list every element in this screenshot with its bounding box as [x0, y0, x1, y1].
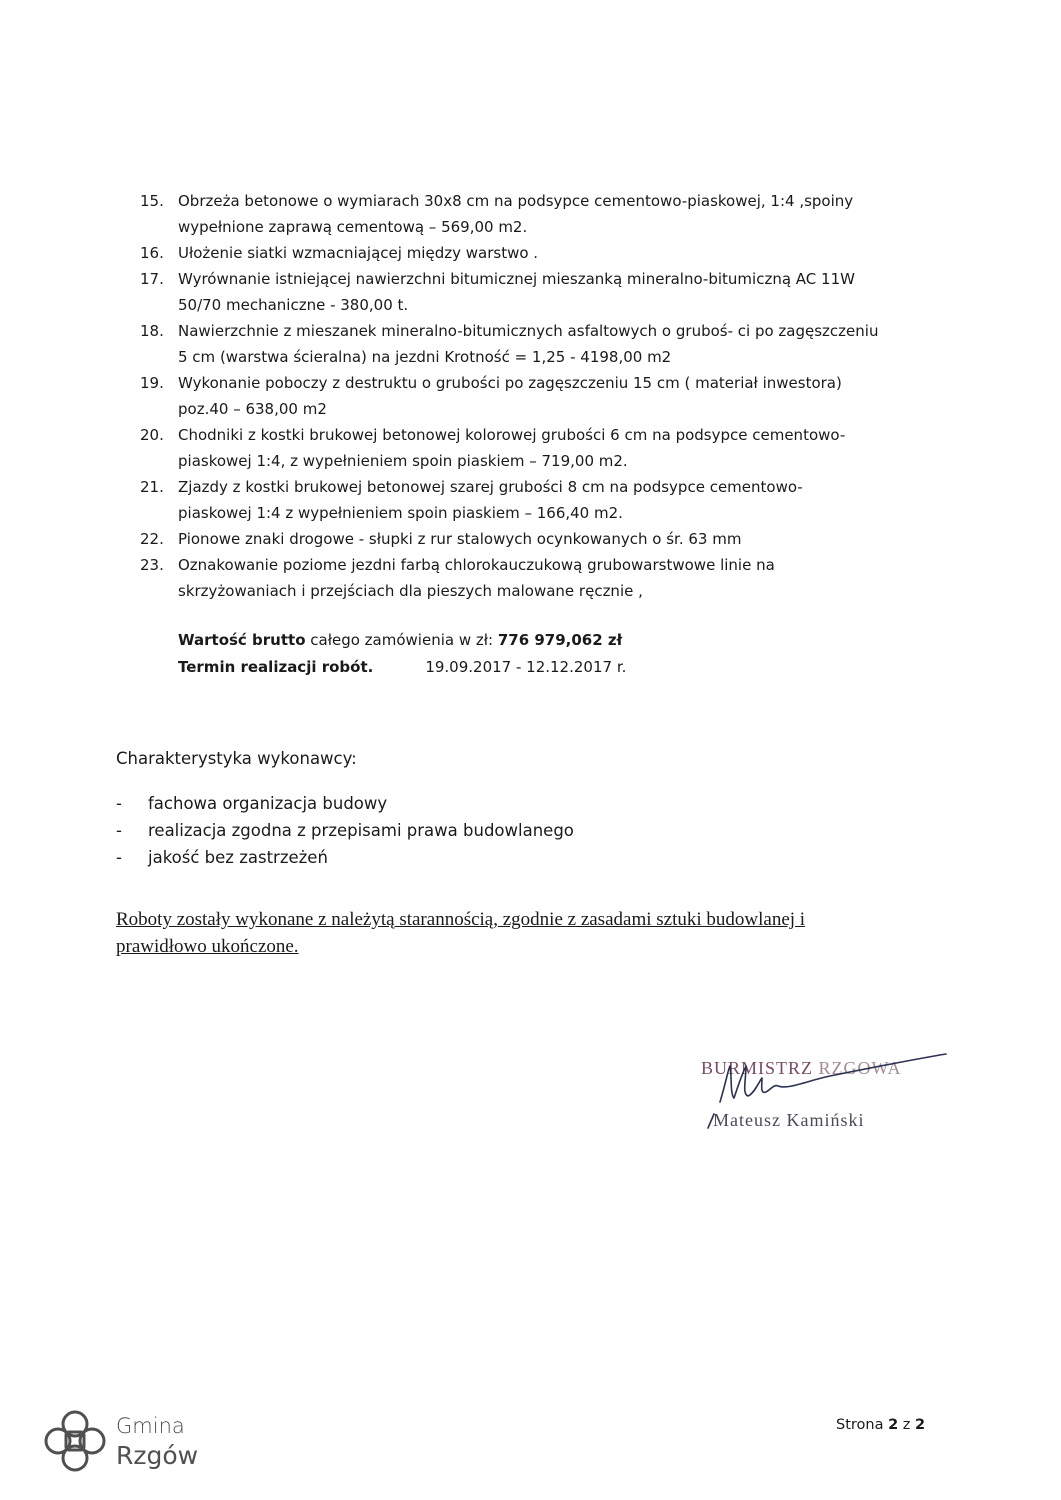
item-text: Wykonanie poboczy z destruktu o grubości po zagęszczeniu 15 cm ( materiał inwestora) poz.40 – 638,00 m2 [178, 374, 842, 418]
logo-text-gmina: Gmina [116, 1414, 185, 1438]
list-item [140, 318, 920, 370]
characteristics-title: Charakterystyka wykonawcy: [116, 749, 357, 768]
gross-value-row [178, 627, 626, 654]
gross-value-label-rest: całego zamówienia w zł: [305, 631, 498, 649]
order-summary [178, 627, 626, 681]
item-number: 21. [140, 478, 164, 496]
gross-value-amount: 776 979,062 zł [497, 631, 623, 649]
conclusion-statement: Roboty zostały wykonane z należytą starannością, zgodnie z zasadami sztuki budowlanej i prawidłowo ukończone. [116, 909, 806, 957]
list-item [140, 526, 920, 552]
list-item: - jakość bez zastrzeżeń [116, 844, 574, 871]
item-number: 20. [140, 426, 164, 444]
list-item [140, 188, 920, 240]
item-number: 18. [140, 322, 164, 340]
item-number: 22. [140, 530, 164, 548]
item-text: Wyrównanie istniejącej nawierzchni bitumicznej mieszanką mineralno-bitumiczną AC 11W 50/70 mechaniczne - 380,00 t. [178, 270, 855, 314]
stamp-name: Mateusz Kamiński [713, 1110, 865, 1130]
dash-bullet: - [116, 794, 122, 813]
term-row [178, 654, 626, 681]
dash-bullet: - [116, 848, 122, 867]
item-number: 23. [140, 556, 164, 574]
term-dates: 19.09.2017 - 12.12.2017 r. [425, 658, 627, 676]
item-text: Ułożenie siatki wzmacniającej między warstwo . [178, 244, 539, 262]
list-item [140, 370, 920, 422]
term-label: Termin realizacji robót. [178, 658, 374, 676]
item-text: Oznakowanie poziome jezdni farbą chlorokauczukową grubowarstwowe linie na skrzyżowaniach i przejściach dla pieszych malowane ręcznie , [178, 556, 775, 600]
list-item [140, 240, 920, 266]
logo-text-rzgow: Rzgów [116, 1441, 199, 1470]
item-number: 19. [140, 374, 164, 392]
gmina-logo [40, 1400, 220, 1480]
page-number: Strona 2 z 2 [836, 1417, 926, 1433]
list-item [140, 266, 920, 318]
item-text: Pionowe znaki drogowe - słupki z rur stalowych ocynkowanych o śr. 63 mm [178, 530, 742, 548]
list-item [140, 552, 920, 604]
item-text: Zjazdy z kostki brukowej betonowej szarej grubości 8 cm na podsypce cementowo- piaskowej 1:4 z wypełnieniem spoin piaskiem – 166,40 m2. [178, 478, 803, 522]
handwritten-signature [700, 1050, 950, 1130]
list-item [140, 474, 920, 526]
item-number: 16. [140, 244, 164, 262]
list-item: - fachowa organizacja budowy [116, 790, 574, 817]
item-text: Obrzeża betonowe o wymiarach 30x8 cm na podsypce cementowo-piaskowej, 1:4 ,spoiny wypełnione zaprawą cementową – 569,00 m2. [178, 192, 854, 236]
list-item [140, 422, 920, 474]
characteristics-list [116, 790, 574, 871]
gmina-emblem-icon [40, 1406, 110, 1476]
item-number: 15. [140, 192, 164, 210]
list-item: - realizacja zgodna z przepisami prawa budowlanego [116, 817, 574, 844]
item-text: Nawierzchnie z mieszanek mineralno-bitumicznych asfaltowych o gruboś- ci po zagęszczeniu 5 cm (warstwa ścieralna) na jezdni Krotność = 1,25 - 4198,00 m2 [178, 322, 879, 366]
stamp-title: BURMISTRZ RZGOWA [701, 1058, 902, 1078]
dash-bullet: - [116, 821, 122, 840]
works-list [140, 188, 920, 604]
gross-value-label: Wartość brutto [178, 631, 306, 649]
item-text: Chodniki z kostki brukowej betonowej kolorowej grubości 6 cm na podsypce cementowo- piaskowej 1:4, z wypełnieniem spoin piaskiem – 719,00 m2. [178, 426, 846, 470]
item-number: 17. [140, 270, 164, 288]
